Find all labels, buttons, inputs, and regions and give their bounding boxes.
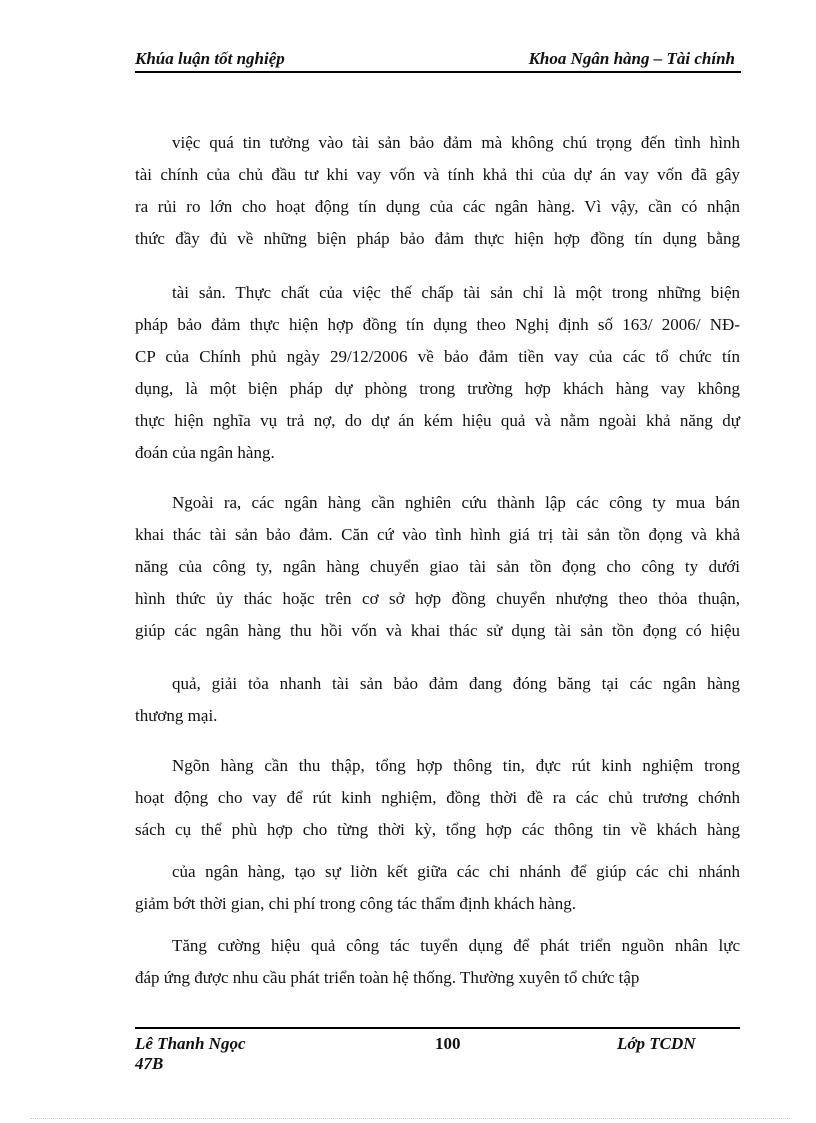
text-line: đoán của ngân hàng. bbox=[135, 443, 275, 462]
paragraph-3 bbox=[135, 487, 740, 647]
text-line: dụng, là một biện pháp dự phòng trong trường hợp khách hàng vay không bbox=[135, 379, 740, 398]
paragraph-5 bbox=[135, 750, 740, 846]
text-line: hoạt động cho vay để rút kinh nghiệm, đồng thời đề ra các chủ trương chớnh bbox=[135, 788, 740, 807]
text-line: quả, giải tỏa nhanh tài sản bảo đảm đang đóng băng tại các ngân hàng bbox=[172, 674, 740, 693]
text-line: giảm bớt thời gian, chi phí trong công tác thẩm định khách hàng. bbox=[135, 894, 576, 913]
text-line: đáp ứng được nhu cầu phát triển toàn hệ thống. Thường xuyên tổ chức tập bbox=[135, 968, 640, 987]
paragraph-7 bbox=[135, 930, 740, 994]
footer-author-name: Lê Thanh Ngọc bbox=[135, 1034, 246, 1053]
text-line: sách cụ thể phù hợp cho từng thời kỳ, tổng hợp các thông tin về khách hàng bbox=[135, 820, 740, 839]
footer-divider bbox=[135, 1027, 740, 1029]
page-edge-divider bbox=[30, 1118, 790, 1119]
text-line: của ngân hàng, tạo sự liờn kết giữa các chi nhánh để giúp các chi nhánh bbox=[172, 862, 740, 881]
text-line: hình thức ủy thác hoặc trên cơ sở hợp đồng chuyển nhượng theo thỏa thuận, bbox=[135, 589, 740, 608]
page-header bbox=[135, 49, 741, 73]
text-line: khai thác tài sản bảo đảm. Căn cứ vào tình hình giá trị tài sản tồn đọng và khả bbox=[135, 525, 740, 544]
paragraph-6 bbox=[135, 856, 740, 920]
footer-class: Lớp TCDN bbox=[617, 1034, 696, 1053]
header-thesis-title: Khúa luận tốt nghiệp bbox=[135, 49, 285, 68]
text-line: giúp các ngân hàng thu hồi vốn và khai thác sử dụng tài sản tồn đọng có hiệu bbox=[135, 621, 740, 640]
footer-author-class: 47B bbox=[135, 1054, 164, 1073]
page-number: 100 bbox=[435, 1034, 461, 1053]
text-line: CP của Chính phủ ngày 29/12/2006 về bảo đảm tiền vay của các tổ chức tín bbox=[135, 347, 740, 366]
text-line: pháp bảo đảm thực hiện hợp đồng tín dụng theo Nghị định số 163/ 2006/ NĐ- bbox=[135, 315, 740, 334]
text-line: tài sản. Thực chất của việc thế chấp tài sản chỉ là một trong những biện bbox=[172, 283, 740, 302]
paragraph-1 bbox=[135, 127, 740, 255]
header-faculty: Khoa Ngân hàng – Tài chính bbox=[528, 49, 735, 68]
paragraph-4 bbox=[135, 668, 740, 732]
paragraph-2 bbox=[135, 277, 740, 469]
text-line: việc quá tin tưởng vào tài sản bảo đảm mà không chú trọng đến tình hình bbox=[172, 133, 740, 152]
text-line: thức đầy đủ về những biện pháp bảo đảm thực hiện hợp đồng tín dụng bằng bbox=[135, 229, 740, 248]
footer-author bbox=[135, 1034, 246, 1074]
text-line: năng của công ty, ngân hàng chuyển giao tài sản tồn đọng cho công ty dưới bbox=[135, 557, 740, 576]
text-line: Ngoài ra, các ngân hàng cần nghiên cứu thành lập các công ty mua bán bbox=[172, 493, 740, 512]
text-line: thực hiện nghĩa vụ trả nợ, do dự án kém hiệu quả và nằm ngoài khả năng dự bbox=[135, 411, 740, 430]
text-line: Tăng cường hiệu quả công tác tuyển dụng để phát triển nguồn nhân lực bbox=[172, 936, 740, 955]
text-line: tài chính của chủ đầu tư khi vay vốn và tính khả thi của dự án vay vốn đã gây bbox=[135, 165, 740, 184]
text-line: thương mại. bbox=[135, 706, 218, 725]
text-line: ra rủi ro lớn cho hoạt động tín dụng của các ngân hàng. Vì vậy, cần có nhận bbox=[135, 197, 740, 216]
text-line: Ngõn hàng cần thu thập, tổng hợp thông tin, đực rút kinh nghiệm trong bbox=[172, 756, 740, 775]
